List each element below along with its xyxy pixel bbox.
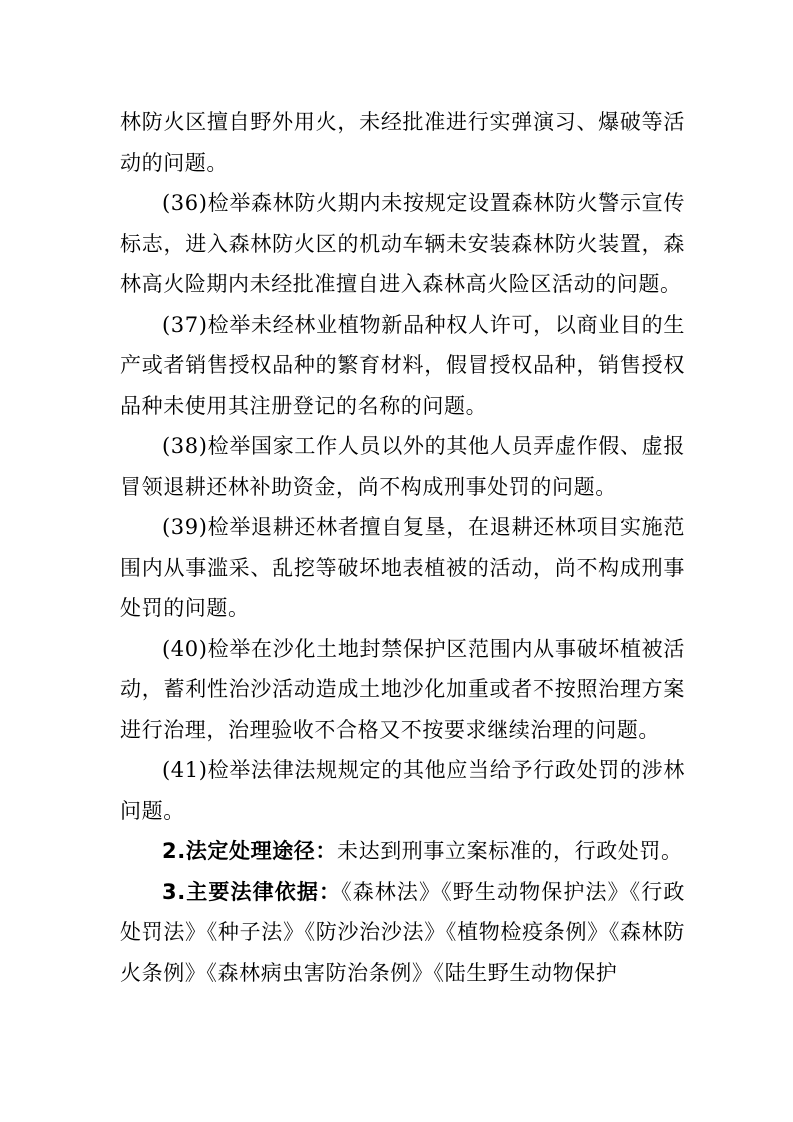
section-legal-procedure xyxy=(120,831,685,872)
paragraph-item-39: (39)检举退耕还林者擅自复垦，在退耕还林项目实施范围内从事滥采、乱挖等破坏地表植被的活动，尚不构成刑事处罚的问题。 xyxy=(120,515,685,620)
section-legal-basis xyxy=(120,872,685,994)
section-text-legal-basis: 《森林法》《野生动物保护法》《行政处罚法》《种子法》《防沙治沙法》《植物检疫条例》《森林防火条例》《森林病虫害防治条例》《陆生野生动物保护 xyxy=(120,879,685,985)
paragraph-item-37: (37)检举未经林业植物新品种权人许可，以商业目的生产或者销售授权品种的繁育材料，假冒授权品种，销售授权品种未使用其注册登记的名称的问题。 xyxy=(120,312,685,418)
paragraph-item-40: (40)检举在沙化土地封禁保护区范围内从事破坏植被活动，蓄利性治沙活动造成土地沙化加重或者不按照治理方案进行治理，治理验收不合格又不按要求继续治理的问题。 xyxy=(120,636,685,742)
paragraph-item-38: (38)检举国家工作人员以外的其他人员弄虚作假、虚报冒领退耕还林补助资金，尚不构成刑事处罚的问题。 xyxy=(120,434,685,499)
section-heading-procedure: 2.法定处理途径： xyxy=(162,839,337,863)
paragraph-item-41: (41)检举法律法规规定的其他应当给予行政处罚的涉林问题。 xyxy=(120,758,685,823)
paragraph-continuation: 林防火区擅自野外用火，未经批准进行实弹演习、爆破等活动的问题。 xyxy=(120,110,685,175)
section-text-procedure: 未达到刑事立案标准的，行政处罚。 xyxy=(337,839,683,863)
document-body xyxy=(120,102,685,993)
paragraph-item-36: (36)检举森林防火期内未按规定设置森林防火警示宣传标志，进入森林防火区的机动车辆未安装森林防火装置，森林高火险期内未经批准擅自进入森林高火险区活动的问题。 xyxy=(120,191,685,296)
section-heading-legal-basis: 3.主要法律依据： xyxy=(162,879,342,904)
